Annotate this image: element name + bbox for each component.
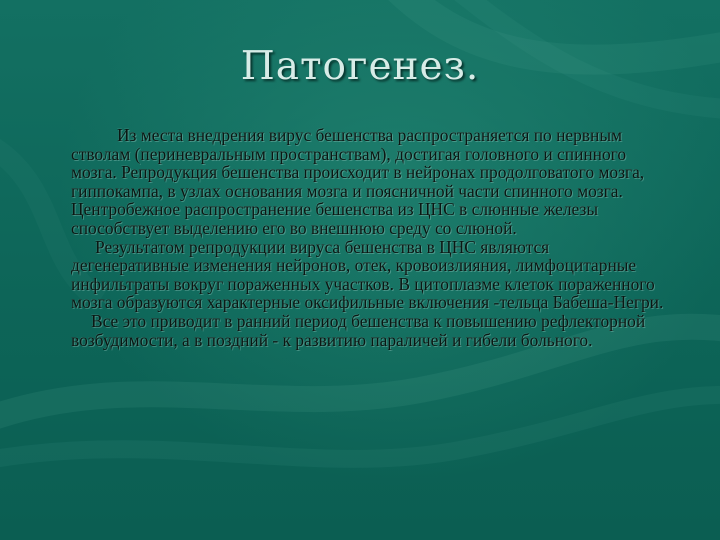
paragraph-reproduction-result: Результатом репродукции вируса бешенства в ЦНС являются дегенеративные изменения нейронов, отек, кровоизлияния, лимфоцитарные инфильтраты вокруг пораженных участков. В цитоплазме клеток пораженного мозга образуются характерные оксифильные включения -тельца Бабеша-Негри. (71, 236, 664, 313)
slide-body (71, 126, 671, 349)
paragraph-pathogenesis-spread: Из места внедрения вирус бешенства распространяется по нервным стволам (периневральным пространствам), достигая головного и спинного мозга. Репродукция бешенства происходит в нейронах продолговатого мозга, гиппокампа, в узлах основания мозга и поясничной части спинного мозга. Центробежное распространение бешенства из ЦНС в слюнные железы способствует выделению его во внешнюю среду со слюной. (71, 125, 645, 238)
paragraph-clinical-outcome: Все это приводит в ранний период бешенства к повышению рефлекторной возбудимости, а в поздний - к развитию параличей и гибели больного. (71, 310, 646, 350)
slide-title: Патогенез. (240, 44, 480, 89)
